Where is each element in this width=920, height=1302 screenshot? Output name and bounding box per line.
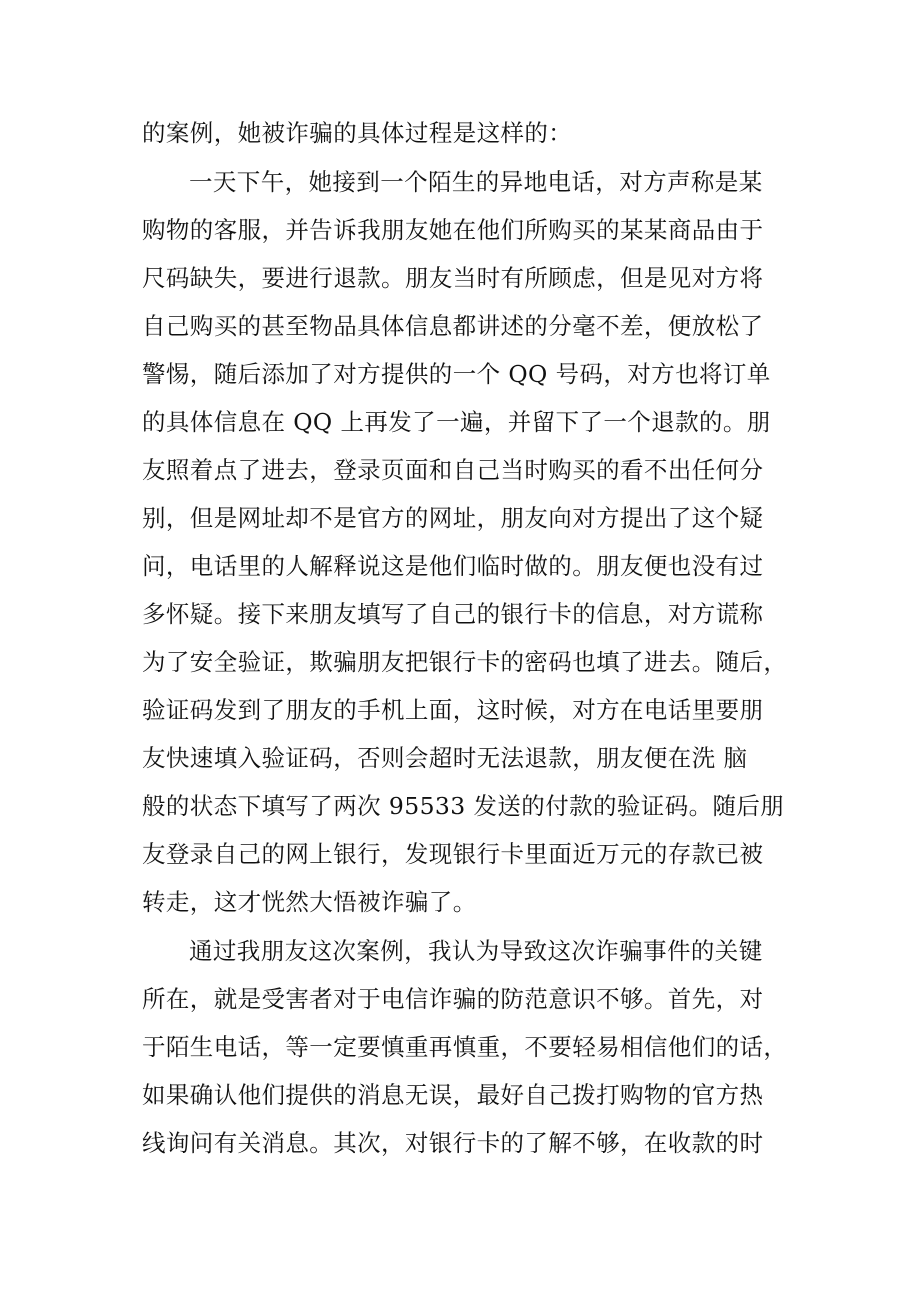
text-line: 验证码发到了朋友的手机上面，这时候，对方在电话里要朋 xyxy=(142,696,764,724)
text-line: 问，电话里的人解释说这是他们临时做的。朋友便也没有过 xyxy=(142,552,764,580)
text-line: 警惕，随后添加了对方提供的一个 QQ 号码，对方也将订单 xyxy=(142,360,771,388)
text-line: 线询问有关消息。其次，对银行卡的了解不够，在收款的时 xyxy=(142,1129,764,1157)
text-line: 为了安全验证，欺骗朋友把银行卡的密码也填了进去。随后， xyxy=(142,648,788,676)
text-line: 如果确认他们提供的消息无误，最好自己拨打购物的官方热 xyxy=(142,1081,764,1109)
text-line: 友快速填入验证码，否则会超时无法退款，朋友便在洗 脑 xyxy=(142,744,748,772)
text-line: 友登录自己的网上银行，发现银行卡里面近万元的存款已被 xyxy=(142,840,764,868)
paragraph-start-line: 通过我朋友这次案例，我认为导致这次诈骗事件的关键 xyxy=(189,937,763,965)
text-line: 多怀疑。接下来朋友填写了自己的银行卡的信息，对方谎称 xyxy=(142,600,764,628)
text-line: 友照着点了进去，登录页面和自己当时购买的看不出任何分 xyxy=(142,456,764,484)
text-line: 别，但是网址却不是官方的网址，朋友向对方提出了这个疑 xyxy=(142,504,764,532)
paragraph-start-line: 一天下午，她接到一个陌生的异地电话，对方声称是某 xyxy=(189,168,763,196)
text-line: 于陌生电话，等一定要慎重再慎重，不要轻易相信他们的话， xyxy=(142,1033,788,1061)
text-line: 般的状态下填写了两次 95533 发送的付款的验证码。随后朋 xyxy=(142,792,785,820)
text-line: 购物的客服，并告诉我朋友她在他们所购买的某某商品由于 xyxy=(142,216,764,244)
text-line: 自己购买的甚至物品具体信息都讲述的分毫不差，便放松了 xyxy=(142,312,764,340)
text-line: 尺码缺失，要进行退款。朋友当时有所顾虑，但是见对方将 xyxy=(142,264,764,292)
text-line: 转走，这才恍然大悟被诈骗了。 xyxy=(142,888,477,916)
text-line: 的具体信息在 QQ 上再发了一遍，并留下了一个退款的。朋 xyxy=(142,408,771,436)
text-line: 所在，就是受害者对于电信诈骗的防范意识不够。首先，对 xyxy=(142,985,764,1013)
text-line: 的案例，她被诈骗的具体过程是这样的： xyxy=(142,119,573,147)
